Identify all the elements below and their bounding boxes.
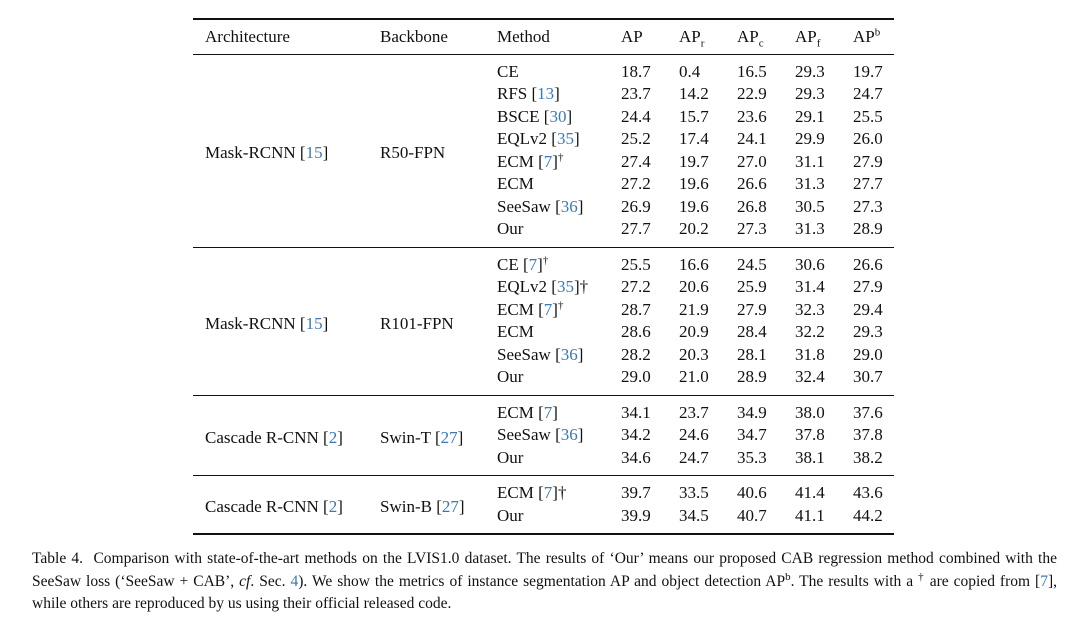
backbone-cite[interactable]: 27 xyxy=(440,428,458,447)
value-ap: 27.4 xyxy=(621,151,651,171)
table-group xyxy=(193,247,894,395)
method-name: ECM xyxy=(497,402,534,422)
value-ap-common: 27.3 xyxy=(737,219,767,238)
method-name: RFS xyxy=(497,84,528,103)
value-ap-frequent: 29.1 xyxy=(795,106,825,126)
value-ap-rare: 21.9 xyxy=(679,299,709,319)
table-row xyxy=(193,476,894,505)
table-row xyxy=(193,54,894,83)
value-ap: 27.2 xyxy=(621,174,651,193)
value-ap-frequent: 31.4 xyxy=(795,277,825,296)
value-ap-frequent: 31.1 xyxy=(795,151,825,171)
value-ap-rare: 14.2 xyxy=(679,84,709,103)
method-cell: EQLv2 [35]† xyxy=(497,277,589,296)
value-ap-frequent: 37.8 xyxy=(795,425,825,444)
value-ap-box: 26.0 xyxy=(853,129,883,148)
value-ap: 24.4 xyxy=(621,106,651,126)
backbone-name: Swin-T xyxy=(380,428,431,447)
method-cell xyxy=(497,366,621,395)
method-cell: SeeSaw [36] xyxy=(497,196,584,216)
value-ap-rare: 16.6 xyxy=(679,254,709,274)
method-name: ECM xyxy=(497,299,534,319)
method-name: CE xyxy=(497,254,519,274)
value-ap: 25.5 xyxy=(621,254,651,274)
backbone-cell: Swin-T [27] xyxy=(380,428,464,447)
method-name: BSCE xyxy=(497,106,540,126)
caption-cf: cf xyxy=(239,572,251,590)
value-ap-rare: 24.7 xyxy=(679,447,709,467)
value-ap: 28.2 xyxy=(621,344,651,364)
value-ap-box: 27.9 xyxy=(853,151,883,171)
header-architecture: Architecture xyxy=(205,26,290,46)
value-ap-rare: 0.4 xyxy=(679,61,701,81)
value-ap-common: 24.5 xyxy=(737,254,767,274)
value-ap-box: 25.5 xyxy=(853,106,883,126)
value-ap-frequent: 38.1 xyxy=(795,447,825,467)
value-ap: 18.7 xyxy=(621,61,651,81)
method-cell xyxy=(497,505,621,535)
value-ap-rare: 17.4 xyxy=(679,129,709,148)
method-cite[interactable]: 35 xyxy=(556,129,574,148)
value-ap-box: 37.6 xyxy=(853,402,883,422)
method-cell: SeeSaw [36] xyxy=(497,344,584,364)
value-ap-frequent: 31.8 xyxy=(795,344,825,364)
caption-ap-sup: b xyxy=(785,570,791,583)
method-cell: EQLv2 [35] xyxy=(497,129,580,148)
method-cite[interactable]: 30 xyxy=(549,106,567,126)
method-cell xyxy=(497,54,621,83)
value-ap-frequent: 32.3 xyxy=(795,299,825,319)
value-ap-rare: 20.3 xyxy=(679,344,709,364)
value-ap: 28.6 xyxy=(621,322,651,341)
header-ap: AP xyxy=(621,26,643,46)
backbone-name: Swin-B xyxy=(380,497,432,517)
method-cell: ECM [7]† xyxy=(497,298,564,319)
method-cell: CE [7]† xyxy=(497,253,549,274)
method-cell xyxy=(497,321,621,344)
value-ap: 39.7 xyxy=(621,483,651,502)
header-ap-common xyxy=(737,19,795,54)
method-name: ECM xyxy=(497,322,534,341)
value-ap: 34.6 xyxy=(621,447,651,467)
value-ap-common: 25.9 xyxy=(737,277,767,296)
method-cell: SeeSaw [36] xyxy=(497,425,584,444)
caption-dagger: † xyxy=(918,570,925,583)
header-ap-box xyxy=(853,19,894,54)
architecture-cite[interactable]: 2 xyxy=(328,497,338,517)
value-ap-rare: 21.0 xyxy=(679,367,709,386)
value-ap: 29.0 xyxy=(621,367,651,386)
method-cite[interactable]: 36 xyxy=(560,344,578,364)
value-ap: 34.2 xyxy=(621,425,651,444)
backbone-cell xyxy=(380,54,497,247)
method-cell: ECM [7]† xyxy=(497,483,567,502)
value-ap-rare: 33.5 xyxy=(679,483,709,502)
method-name: Our xyxy=(497,367,524,386)
value-ap-frequent: 31.3 xyxy=(795,174,825,193)
backbone-cite[interactable]: 27 xyxy=(441,497,459,517)
header-method: Method xyxy=(497,26,550,46)
value-ap-common: 40.7 xyxy=(737,505,767,525)
caption-text-6: ], while others are reproduced by us using their official released code. xyxy=(32,572,1057,612)
backbone-cell: Swin-B [27] xyxy=(380,497,465,517)
value-ap-box: 27.7 xyxy=(853,174,883,193)
method-cite[interactable]: 35 xyxy=(556,277,574,296)
value-ap-frequent: 32.2 xyxy=(795,322,825,341)
backbone-name: R50-FPN xyxy=(380,143,446,163)
header-ap-frequent-sub: f xyxy=(816,36,821,49)
value-ap-common: 34.7 xyxy=(737,425,767,444)
value-ap-common: 16.5 xyxy=(737,61,767,81)
header-ap-box-sup: b xyxy=(874,25,881,38)
caption-text-2: . Sec. xyxy=(250,572,291,590)
value-ap-box: 24.7 xyxy=(853,84,883,103)
value-ap-box: 29.0 xyxy=(853,344,883,364)
table-group xyxy=(193,476,894,535)
method-name: EQLv2 xyxy=(497,277,548,296)
header-ap-common-sub: c xyxy=(758,36,764,49)
dagger-mark: † xyxy=(579,277,589,296)
table-group xyxy=(193,395,894,476)
value-ap-common: 28.9 xyxy=(737,367,767,386)
value-ap-box: 29.3 xyxy=(853,322,883,341)
header-ap-common-base: AP xyxy=(737,26,759,46)
value-ap-common: 24.1 xyxy=(737,129,767,148)
method-name: Our xyxy=(497,447,524,467)
dagger-mark: † xyxy=(557,483,567,502)
method-name: ECM xyxy=(497,151,534,171)
architecture-cell: Mask-RCNN [15] xyxy=(205,313,329,333)
architecture-name: Cascade R-CNN xyxy=(205,428,319,447)
value-ap-box: 30.7 xyxy=(853,367,883,386)
value-ap-common: 28.1 xyxy=(737,344,767,364)
method-cite[interactable]: 7 xyxy=(543,151,553,171)
value-ap-common: 35.3 xyxy=(737,447,767,467)
value-ap: 27.2 xyxy=(621,277,651,296)
caption-text-1: Comparison with state-of-the-art methods on the LVIS1.0 dataset. The results of ‘Our’ means our proposed CAB regression method combined with the SeeSaw loss (‘SeeSaw + CAB’, xyxy=(32,550,1057,590)
method-name: Our xyxy=(497,505,524,525)
architecture-name: Mask-RCNN xyxy=(205,143,296,163)
caption-text-5: are copied from [ xyxy=(924,572,1041,590)
value-ap-box: 37.8 xyxy=(853,425,883,444)
header-ap-box-base: AP xyxy=(853,26,875,46)
method-name: SeeSaw xyxy=(497,344,551,364)
method-cell xyxy=(497,173,621,196)
table-caption xyxy=(32,548,1057,616)
value-ap-rare: 19.6 xyxy=(679,174,709,193)
value-ap: 23.7 xyxy=(621,84,651,103)
architecture-name: Cascade R-CNN xyxy=(205,497,319,517)
method-cite[interactable]: 36 xyxy=(560,196,578,216)
method-cell: ECM [7] xyxy=(497,402,558,422)
value-ap-rare: 20.2 xyxy=(679,219,709,238)
value-ap: 34.1 xyxy=(621,402,651,422)
method-cell: ECM [7]† xyxy=(497,150,564,171)
header-ap-frequent xyxy=(795,19,853,54)
value-ap-box: 26.6 xyxy=(853,254,883,274)
value-ap-rare: 20.9 xyxy=(679,322,709,341)
method-cell: BSCE [30] xyxy=(497,106,573,126)
header-backbone: Backbone xyxy=(380,26,448,46)
value-ap-box: 27.9 xyxy=(853,277,883,296)
value-ap-rare: 24.6 xyxy=(679,425,709,444)
value-ap-common: 23.6 xyxy=(737,106,767,126)
dagger-mark: † xyxy=(557,150,564,163)
value-ap-frequent: 32.4 xyxy=(795,367,825,386)
caption-label: Table 4. xyxy=(32,550,84,567)
value-ap-box: 44.2 xyxy=(853,505,883,525)
method-name: SeeSaw xyxy=(497,196,551,216)
method-cell: RFS [13] xyxy=(497,84,560,103)
results-table xyxy=(193,18,894,535)
header-row xyxy=(193,19,894,54)
architecture-cell: Cascade R-CNN [2] xyxy=(205,428,343,447)
method-cell xyxy=(497,447,621,476)
header-ap-rare-base: AP xyxy=(679,26,701,46)
value-ap-box: 28.9 xyxy=(853,219,883,238)
value-ap-box: 38.2 xyxy=(853,447,883,467)
method-name: EQLv2 xyxy=(497,129,548,148)
value-ap-common: 34.9 xyxy=(737,402,767,422)
table-row xyxy=(193,395,894,424)
architecture-cite[interactable]: 15 xyxy=(305,313,323,333)
architecture-cite[interactable]: 2 xyxy=(328,428,338,447)
value-ap-rare: 23.7 xyxy=(679,402,709,422)
method-cite[interactable]: 7 xyxy=(528,254,538,274)
value-ap-frequent: 29.3 xyxy=(795,61,825,81)
value-ap-frequent: 41.1 xyxy=(795,505,825,525)
method-cite[interactable]: 7 xyxy=(543,483,553,502)
method-cite[interactable]: 13 xyxy=(537,84,555,103)
value-ap-common: 27.0 xyxy=(737,151,767,171)
dagger-mark: † xyxy=(557,298,564,311)
method-name: SeeSaw xyxy=(497,425,551,444)
backbone-name: R101-FPN xyxy=(380,313,454,333)
value-ap-box: 27.3 xyxy=(853,196,883,216)
value-ap-frequent: 31.3 xyxy=(795,219,825,238)
value-ap-common: 27.9 xyxy=(737,299,767,319)
value-ap-frequent: 29.9 xyxy=(795,129,825,148)
value-ap-box: 29.4 xyxy=(853,299,883,319)
value-ap-common: 26.8 xyxy=(737,196,767,216)
value-ap-rare: 34.5 xyxy=(679,505,709,525)
value-ap-frequent: 41.4 xyxy=(795,483,825,502)
value-ap-common: 28.4 xyxy=(737,322,767,341)
method-cite[interactable]: 7 xyxy=(543,402,553,422)
table-row xyxy=(193,247,894,276)
value-ap-common: 22.9 xyxy=(737,84,767,103)
value-ap-box: 19.7 xyxy=(853,61,883,81)
value-ap-rare: 20.6 xyxy=(679,277,709,296)
value-ap: 28.7 xyxy=(621,299,651,319)
value-ap-common: 26.6 xyxy=(737,174,767,193)
method-cite[interactable]: 7 xyxy=(543,299,553,319)
method-name: ECM xyxy=(497,483,534,502)
caption-sec-ref[interactable]: 4 xyxy=(290,572,299,590)
method-cell xyxy=(497,218,621,247)
caption-text-4: . The results with a xyxy=(790,572,919,590)
architecture-name: Mask-RCNN xyxy=(205,313,296,333)
architecture-cell: Cascade R-CNN [2] xyxy=(205,497,343,517)
value-ap-box: 43.6 xyxy=(853,483,883,502)
value-ap-rare: 19.7 xyxy=(679,151,709,171)
caption-text-3: ). We show the metrics of instance segmentation AP and object detection AP xyxy=(298,572,786,590)
value-ap-common: 40.6 xyxy=(737,483,767,502)
dagger-mark: † xyxy=(542,253,549,266)
method-name: ECM xyxy=(497,174,534,193)
value-ap: 26.9 xyxy=(621,196,651,216)
value-ap-rare: 15.7 xyxy=(679,106,709,126)
value-ap-rare: 19.6 xyxy=(679,196,709,216)
value-ap: 39.9 xyxy=(621,505,651,525)
table-group xyxy=(193,54,894,247)
method-cite[interactable]: 36 xyxy=(560,425,578,444)
backbone-cell xyxy=(380,247,497,395)
method-name: CE xyxy=(497,61,519,81)
value-ap-frequent: 30.6 xyxy=(795,254,825,274)
caption-ref[interactable]: 7 xyxy=(1040,572,1048,590)
value-ap-frequent: 38.0 xyxy=(795,402,825,422)
header-ap-rare-sub: r xyxy=(700,36,705,49)
table-header xyxy=(193,19,894,54)
architecture-cite[interactable]: 15 xyxy=(305,143,323,163)
header-ap-frequent-base: AP xyxy=(795,26,817,46)
value-ap: 25.2 xyxy=(621,129,651,148)
architecture-cell: Mask-RCNN [15] xyxy=(205,143,329,163)
header-ap-rare xyxy=(679,19,737,54)
method-name: Our xyxy=(497,219,524,238)
value-ap-frequent: 30.5 xyxy=(795,196,825,216)
value-ap-frequent: 29.3 xyxy=(795,84,825,103)
value-ap: 27.7 xyxy=(621,219,651,238)
